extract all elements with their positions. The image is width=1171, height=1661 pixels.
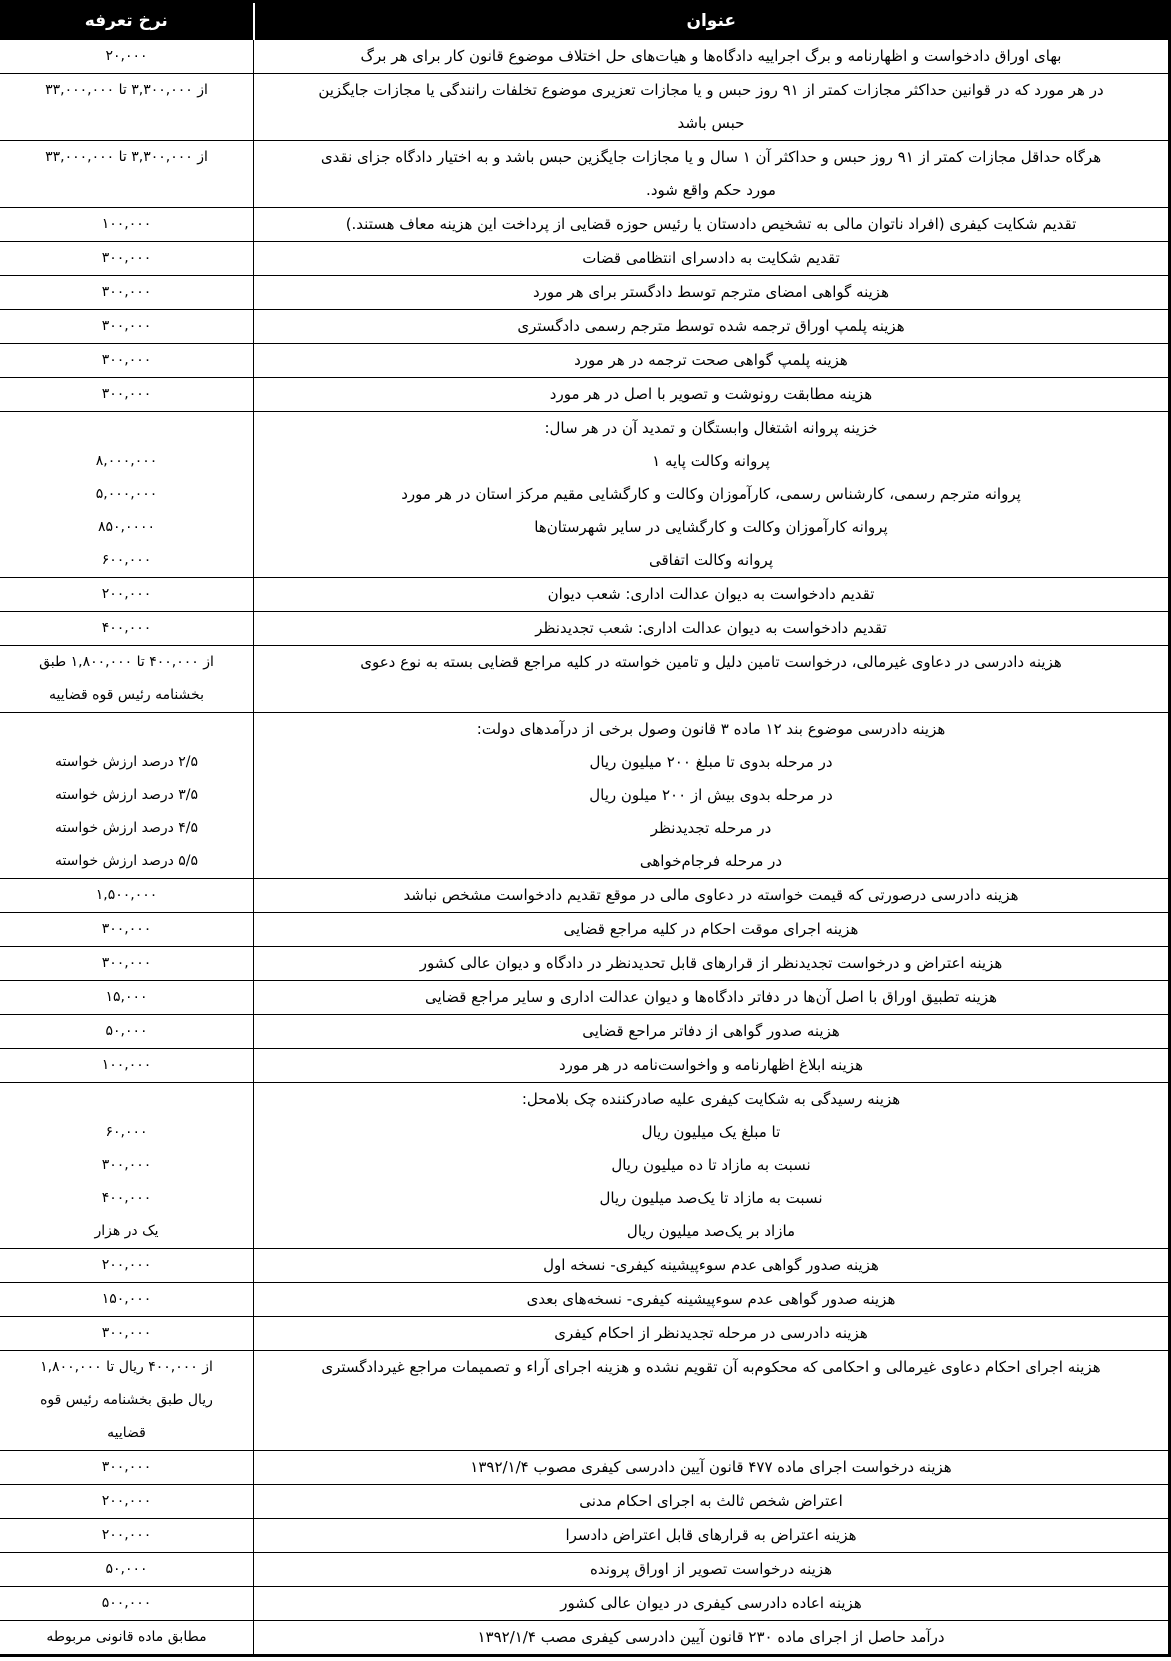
title-cell [254, 913, 1170, 947]
title-line: پروانه کارآموزان وکالت و کارگشایی در سایر شهرستان‌ها [534, 518, 888, 536]
title-line: تقدیم شکایت کیفری (افراد ناتوان مالی به تشخیص دادستان یا رئیس حوزه قضایی از پرداخت این هزینه معاف هستند.) [345, 215, 1077, 233]
rate-line: ۸,۰۰۰,۰۰۰ [95, 453, 158, 469]
rate-line: بخشنامه رئیس قوه قضاییه [49, 687, 204, 703]
title-cell [254, 378, 1170, 412]
rate-cell [0, 208, 254, 242]
rate-line: ۳۰۰,۰۰۰ [101, 250, 152, 266]
title-line: هزینه اجرای احکام دعاوی غیرمالی و احکامی که محکوم‌به آن تقویم نشده و هزینه اجرای آراء و تصمیمات مراجع غیردادگستری [321, 1358, 1101, 1376]
rate-line: ۳۰۰,۰۰۰ [101, 1157, 152, 1173]
title-cell [254, 1049, 1170, 1083]
title-line: در مرحله فرجام‌خواهی [639, 852, 783, 870]
rate-cell [0, 1351, 254, 1451]
rate-cell [0, 1283, 254, 1317]
title-cell [254, 1553, 1170, 1587]
title-cell [254, 1519, 1170, 1553]
title-cell [254, 344, 1170, 378]
rate-cell [0, 1451, 254, 1485]
title-line: هزینه صدور گواهی عدم سوءپیشینه کیفری- نسخه‌های بعدی [526, 1290, 896, 1308]
rate-line: ۳۰۰,۰۰۰ [101, 1459, 152, 1475]
title-cell [254, 1621, 1170, 1656]
rate-line: ۱۵,۰۰۰ [105, 989, 148, 1005]
title-line: هزینه اجرای موقت احکام در کلیه مراجع قضایی [563, 920, 859, 938]
rate-cell [0, 1485, 254, 1519]
rate-line: ۳۰۰,۰۰۰ [101, 284, 152, 300]
rate-line: مطابق ماده قانونی مربوطه [46, 1629, 207, 1645]
title-line: هزینه اعاده دادرسی کیفری در دیوان عالی کشور [560, 1594, 862, 1612]
table-row [0, 74, 1170, 141]
table-row [0, 879, 1170, 913]
table-row [0, 981, 1170, 1015]
rate-cell [0, 1049, 254, 1083]
rate-line: ۲۰۰,۰۰۰ [101, 1257, 152, 1273]
title-line: پروانه وکالت اتفاقی [648, 551, 774, 569]
rate-cell [0, 947, 254, 981]
table-row [0, 276, 1170, 310]
title-cell [254, 981, 1170, 1015]
rate-cell [0, 578, 254, 612]
rate-line: ۵۰,۰۰۰ [105, 1561, 148, 1577]
rate-line: ۴۰۰,۰۰۰ [101, 1190, 152, 1206]
rate-line: ۱۰۰,۰۰۰ [101, 216, 152, 232]
title-cell [254, 1015, 1170, 1049]
title-line: تقدیم شکایت به دادسرای انتظامی قضات [582, 249, 840, 267]
rate-cell [0, 1083, 254, 1249]
title-line: هزینه اعتراض و درخواست تجدیدنظر از قرارهای قابل تحدیدنظر در دادگاه و دیوان عالی کشور [419, 954, 1003, 972]
title-line: درآمد حاصل از اجرای ماده ۲۳۰ قانون آیین دادرسی کیفری مصب ۱۳۹۲/۱/۴ [477, 1628, 945, 1646]
rate-line: قضاییه [107, 1425, 146, 1441]
rate-line: ۳۰۰,۰۰۰ [101, 955, 152, 971]
table-row [0, 1519, 1170, 1553]
title-cell [254, 276, 1170, 310]
rate-line: ۵۰,۰۰۰ [105, 1023, 148, 1039]
rate-cell [0, 412, 254, 578]
rate-cell [0, 310, 254, 344]
title-line: هزینه تطبیق اوراق با اصل آن‌ها در دفاتر دادگاه‌ها و دیوان عدالت اداری و سایر مراجع قضایی [424, 988, 998, 1006]
table-row [0, 1283, 1170, 1317]
title-cell [254, 40, 1170, 74]
rate-line: ۶۰۰,۰۰۰ [101, 552, 152, 568]
tariff-table-body [0, 40, 1170, 1656]
title-cell [254, 208, 1170, 242]
rate-cell [0, 646, 254, 713]
title-line: هرگاه حداقل مجازات کمتر از ۹۱ روز حبس و حداکثر آن ۱ سال و یا مجازات جایگزین حبس باشد و به اختیار دادگاه جزای نقدی [320, 148, 1102, 166]
title-cell [254, 947, 1170, 981]
rate-line: از ۴۰۰,۰۰۰ ریال تا ۱,۸۰۰,۰۰۰ [40, 1359, 213, 1375]
rate-line: ۲۰۰,۰۰۰ [101, 1527, 152, 1543]
title-cell [254, 1283, 1170, 1317]
rate-cell [0, 1553, 254, 1587]
title-line: بهای اوراق دادخواست و اظهارنامه و برگ اجراییه دادگاه‌ها و هیات‌های حل اختلاف موضوع قانون کار برای هر برگ [360, 47, 1062, 65]
title-line: هزینه صدور گواهی از دفاتر مراحع قضایی [582, 1022, 840, 1040]
title-cell [254, 310, 1170, 344]
table-row [0, 947, 1170, 981]
rate-cell [0, 879, 254, 913]
rate-line: ۲۰۰,۰۰۰ [101, 586, 152, 602]
rate-cell [0, 1015, 254, 1049]
title-line: هزینه رسیدگی به شکایت کیفری علیه صادرکننده چک بلامحل: [521, 1090, 901, 1108]
rate-line: ۲۰۰,۰۰۰ [101, 1493, 152, 1509]
title-line: حبس باشد [677, 114, 745, 132]
rate-line: ۳۰۰,۰۰۰ [101, 386, 152, 402]
table-row [0, 242, 1170, 276]
title-line: در مرحله تجدیدنظر [650, 819, 772, 837]
table-row [0, 1587, 1170, 1621]
title-cell [254, 1451, 1170, 1485]
title-cell [254, 141, 1170, 208]
rate-line: از ۳,۳۰۰,۰۰۰ تا ۳۳,۰۰۰,۰۰۰ [45, 82, 208, 98]
title-line: پروانه وکالت پایه ۱ [652, 452, 770, 470]
title-cell [254, 612, 1170, 646]
title-line: در مرحله بدوی تا مبلغ ۲۰۰ میلیون ریال [589, 753, 833, 771]
title-cell [254, 713, 1170, 879]
rate-line: ۸۵۰,۰۰۰۰ [97, 519, 156, 535]
table-row [0, 208, 1170, 242]
table-row [0, 612, 1170, 646]
table-row [0, 1553, 1170, 1587]
title-line: پروانه مترجم رسمی، کارشناس رسمی، کارآموزان وکالت و کارگشایی مقیم مرکز استان در هر مورد [401, 485, 1021, 503]
rate-line: ۴/۵ درصد ارزش خواسته [54, 820, 199, 836]
rate-line: از ۳,۳۰۰,۰۰۰ تا ۳۳,۰۰۰,۰۰۰ [45, 149, 208, 165]
title-line: خزینه پروانه اشتغال وابستگان و تمدید آن در هر سال: [544, 419, 878, 437]
table-row [0, 1249, 1170, 1283]
title-cell [254, 1249, 1170, 1283]
table-row [0, 1317, 1170, 1351]
table-row [0, 1049, 1170, 1083]
title-cell [254, 74, 1170, 141]
title-line: نسبت به مازاد تا ده میلیون ریال [611, 1156, 811, 1174]
rate-line: ۵۰۰,۰۰۰ [101, 1595, 152, 1611]
rate-line: ۳۰۰,۰۰۰ [101, 1325, 152, 1341]
rate-line: ۳۰۰,۰۰۰ [101, 921, 152, 937]
title-cell [254, 578, 1170, 612]
title-cell [254, 242, 1170, 276]
rate-cell [0, 40, 254, 74]
title-line: هزینه دادرسی در مرحله تجدیدنظر از احکام کیفری [554, 1324, 868, 1342]
title-cell [254, 646, 1170, 713]
column-header-title: عنوان [254, 2, 1170, 40]
title-cell [254, 1485, 1170, 1519]
rate-line: ۲/۵ درصد ارزش خواسته [54, 754, 199, 770]
title-line: اعتراض شخص ثالث به اجرای احکام مدنی [579, 1492, 843, 1510]
title-line: هزینه ابلاغ اظهارنامه و واخواست‌نامه در هر مورد [559, 1056, 863, 1074]
title-line: هزینه دادرسی موضوع بند ۱۲ ماده ۳ قانون وصول برخی از درآمدهای دولت: [476, 720, 946, 738]
title-line: هزینه مطابقت رونوشت و تصویر با اصل در هر مورد [549, 385, 873, 403]
rate-line: ۲۰,۰۰۰ [105, 48, 148, 64]
rate-cell [0, 1519, 254, 1553]
rate-line: از ۴۰۰,۰۰۰ تا ۱,۸۰۰,۰۰۰ طبق [39, 654, 214, 670]
table-row [0, 1015, 1170, 1049]
rate-line: ریال طبق بخشنامه رئیس قوه [40, 1392, 213, 1408]
title-line: تقدیم دادخواست به دیوان عدالت اداری: شعب تجدیدنظر [535, 619, 887, 637]
rate-line [6, 1083, 247, 1116]
rate-cell [0, 1249, 254, 1283]
rate-line: ۳/۵ درصد ارزش خواسته [54, 787, 199, 803]
rate-cell [0, 141, 254, 208]
table-row [0, 646, 1170, 713]
rate-line: ۱,۵۰۰,۰۰۰ [95, 887, 158, 903]
title-cell [254, 1351, 1170, 1451]
rate-line: ۱۰۰,۰۰۰ [101, 1057, 152, 1073]
table-row [0, 378, 1170, 412]
table-row [0, 1485, 1170, 1519]
title-line: هزینه درخواست تصویر از اوراق پرونده [589, 1560, 833, 1578]
rate-cell [0, 1317, 254, 1351]
title-line: در هر مورد که در قوانین حداکثر مجازات کمتر از ۹۱ روز حبس و یا مجازات تعزیری موضوع تخلفات رانندگی یا مجازات جایگزین [318, 81, 1104, 99]
rate-line: یک در هزار [94, 1223, 159, 1239]
title-line: نسبت به مازاد تا یک‌صد میلیون ریال [599, 1189, 823, 1207]
rate-line: ۵,۰۰۰,۰۰۰ [95, 486, 158, 502]
rate-cell [0, 344, 254, 378]
table-row [0, 141, 1170, 208]
table-row [0, 1621, 1170, 1656]
title-line: هزینه پلمپ گواهی صحت ترجمه در هر مورد [574, 351, 848, 369]
title-line: هزینه صدور گواهی عدم سوءپیشینه کیفری- نسخه اول [543, 1256, 879, 1274]
title-line: تا مبلغ یک میلیون ریال [641, 1123, 781, 1141]
title-cell [254, 879, 1170, 913]
rate-cell [0, 74, 254, 141]
title-line: هزینه درخواست اجرای ماده ۴۷۷ قانون آیین دادرسی کیفری مصوب ۱۳۹۲/۱/۴ [470, 1458, 952, 1476]
table-row [0, 40, 1170, 74]
title-cell [254, 1083, 1170, 1249]
rate-cell [0, 1587, 254, 1621]
rate-cell [0, 276, 254, 310]
rate-line: ۳۰۰,۰۰۰ [101, 318, 152, 334]
rate-cell [0, 612, 254, 646]
rate-line: ۵/۵ درصد ارزش خواسته [54, 853, 199, 869]
header-row [0, 2, 1170, 40]
table-row [0, 310, 1170, 344]
column-header-rate: نرخ تعرفه [0, 2, 254, 40]
rate-cell [0, 378, 254, 412]
table-row [0, 713, 1170, 879]
rate-cell [0, 713, 254, 879]
title-cell [254, 1317, 1170, 1351]
title-line: مازاد بر یک‌صد میلیون ریال [626, 1222, 796, 1240]
rate-cell [0, 981, 254, 1015]
table-row [0, 1451, 1170, 1485]
rate-line: ۳۰۰,۰۰۰ [101, 352, 152, 368]
table-row [0, 1083, 1170, 1249]
rate-line [6, 713, 247, 746]
title-line: در مرحله بدوی بیش از ۲۰۰ میلون ریال [589, 786, 833, 804]
rate-cell [0, 1621, 254, 1656]
table-row [0, 578, 1170, 612]
title-cell [254, 412, 1170, 578]
rate-line: ۶۰,۰۰۰ [105, 1124, 148, 1140]
table-row [0, 412, 1170, 578]
title-line: تقدیم دادخواست به دیوان عدالت اداری: شعب دیوان [547, 585, 875, 603]
rate-line: ۱۵۰,۰۰۰ [101, 1291, 152, 1307]
rate-cell [0, 242, 254, 276]
table-row [0, 344, 1170, 378]
table-row [0, 1351, 1170, 1451]
title-line: هزینه اعتراض به قرارهای قابل اعتراض دادسرا [565, 1526, 857, 1544]
rate-cell [0, 913, 254, 947]
title-line: هزینه پلمپ اوراق ترجمه شده توسط مترجم رسمی دادگستری [517, 317, 905, 335]
title-line: مورد حکم واقع شود. [646, 181, 776, 199]
title-line: هزینه دادرسی درصورتی که قیمت خواسته در دعاوی مالی در موقع تقدیم دادخواست مشخص نباشد [403, 886, 1019, 904]
table-row [0, 913, 1170, 947]
rate-line: ۴۰۰,۰۰۰ [101, 620, 152, 636]
rate-line [6, 412, 247, 445]
title-line: هزینه دادرسی در دعاوی غیرمالی، درخواست تامین دلیل و تامین خواسته در کلیه مراجع قضایی بسته به نوع دعوی [360, 653, 1062, 671]
title-cell [254, 1587, 1170, 1621]
title-line: هزینه گواهی امضای مترجم توسط دادگستر برای هر مورد [533, 283, 889, 301]
